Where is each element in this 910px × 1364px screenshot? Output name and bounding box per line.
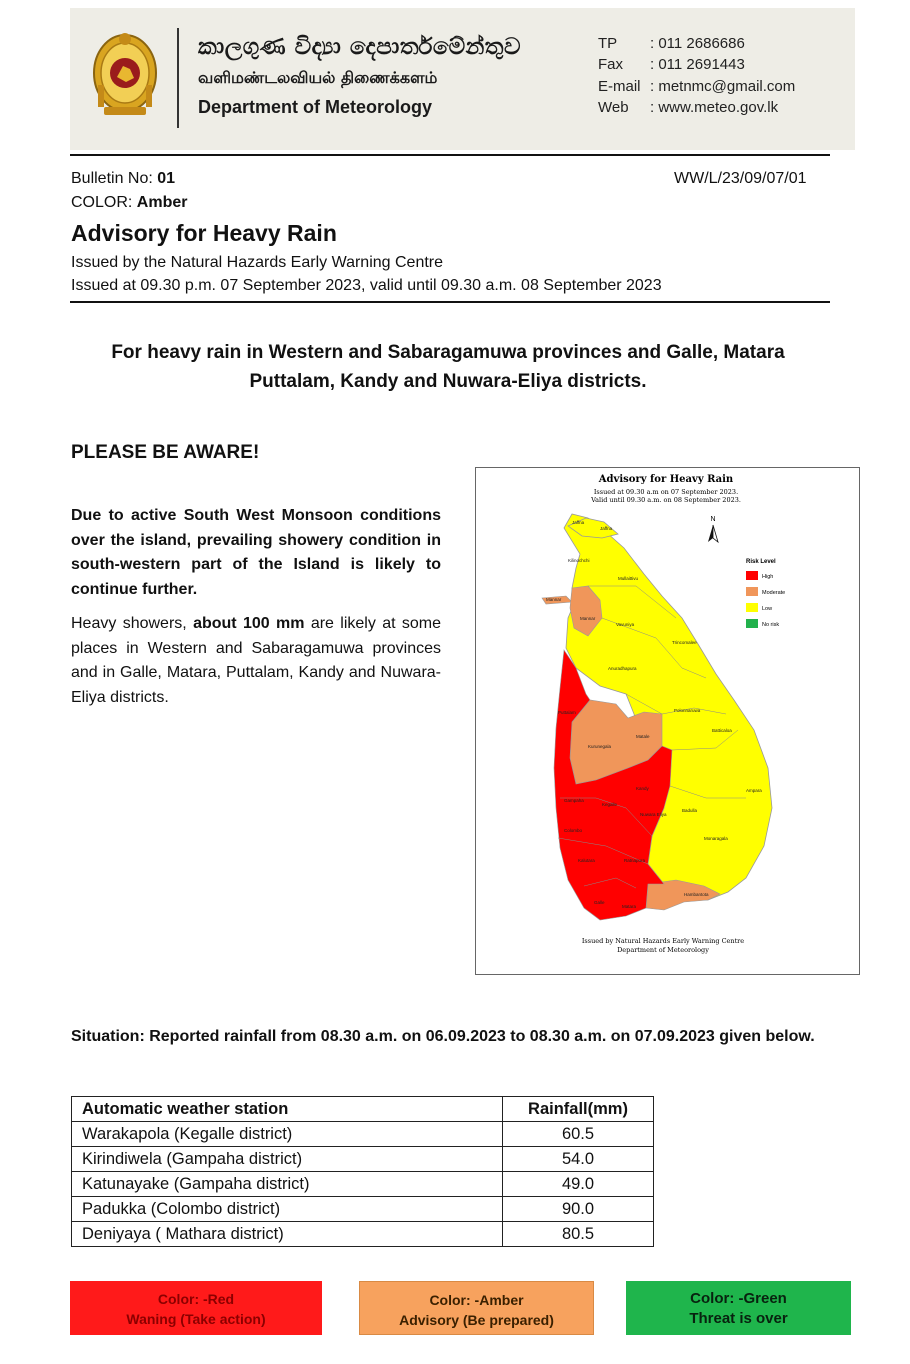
red-color-label: Color: -Red — [157, 1291, 235, 1307]
label-kandy: Kandy — [636, 786, 649, 791]
amber-color-label: Color: -Amber — [429, 1292, 524, 1308]
issued-by: Issued by the Natural Hazards Early Warning Centre — [71, 254, 444, 271]
aware-heading: PLEASE BE AWARE! — [71, 442, 260, 463]
legend-swatch-high — [746, 571, 758, 580]
legend-swatch-no-risk — [746, 619, 758, 628]
color-legend-green — [626, 1281, 851, 1335]
table-row — [72, 1172, 654, 1197]
station-cell: Warakapola (Kegalle district) — [72, 1122, 503, 1147]
contact-web[interactable]: Web : www.meteo.gov.lk — [598, 99, 779, 116]
table-row — [72, 1147, 654, 1172]
label-batticaloa: Batticaloa — [712, 728, 732, 733]
rainfall-cell: 60.5 — [503, 1122, 654, 1147]
label-trincomalee: Trincomalee — [672, 640, 697, 645]
label-nuwara-eliya: Nuwara Eliya — [640, 812, 667, 817]
green-color-label: Color: -Green — [690, 1290, 787, 1307]
green-meaning: Threat is over — [689, 1310, 788, 1327]
legend-high: High — [762, 574, 774, 580]
header-divider — [177, 28, 179, 128]
map-valid: Valid until 09.30 a.m. on 08 September 2023. — [591, 496, 741, 504]
label-galle: Galle — [594, 900, 605, 905]
contact-tp: TP : 011 2686686 — [598, 35, 745, 52]
label-kegalle: Kegalle — [602, 802, 618, 807]
department-name-tamil: வளிமண்டலவியல் திணைக்களம் — [198, 68, 438, 87]
column-header-rainfall: Rainfall(mm) — [503, 1097, 654, 1122]
label-puttalam: Puttalam — [558, 710, 576, 715]
label-badulla: Badulla — [682, 808, 698, 813]
red-meaning: Waning (Take action) — [126, 1311, 266, 1327]
legend-moderate: Moderate — [762, 590, 786, 596]
situation-text: Situation: Reported rainfall from 08.30 a.m. on 06.09.2023 to 08.30 a.m. on 07.09.2023 given below. — [71, 1028, 815, 1045]
map-footer-1: Issued by Natural Hazards Early Warning Centre — [581, 937, 745, 945]
legend-no-risk: No risk — [762, 622, 780, 628]
map-issued: Issued at 09.30 a.m on 07 September 2023. — [593, 488, 739, 496]
label-polonnaruwa: Polonnaruwa — [674, 708, 701, 713]
map-title: Advisory for Heavy Rain — [598, 474, 734, 485]
label-vavuniya: Vavuniya — [616, 622, 635, 627]
north-arrow-icon — [708, 516, 718, 542]
station-cell: Padukka (Colombo district) — [72, 1197, 503, 1222]
issued-at: Issued at 09.30 p.m. 07 September 2023, valid until 09.30 a.m. 08 September 2023 — [71, 277, 662, 294]
station-cell: Kirindiwela (Gampaha district) — [72, 1147, 503, 1172]
legend-swatch-moderate — [746, 587, 758, 596]
label-kilinochchi: Kilinochchi — [568, 558, 590, 563]
label-mannar: Mannar — [580, 616, 596, 621]
legend-swatch-low — [746, 603, 758, 612]
label-colombo: Colombo — [564, 828, 583, 833]
rainfall-cell: 90.0 — [503, 1197, 654, 1222]
label-gampaha: Gampaha — [564, 798, 584, 803]
risk-map-figure — [476, 468, 859, 974]
color-legend-amber — [359, 1281, 594, 1335]
national-emblem-icon — [90, 25, 160, 125]
label-kalutara: Kalutara — [578, 858, 595, 863]
headline — [70, 338, 826, 396]
label-ratnapura: Ratnapura — [624, 858, 646, 863]
header-rule — [70, 154, 830, 156]
table-row — [72, 1222, 654, 1247]
department-name-english: Department of Meteorology — [198, 97, 433, 117]
amber-meaning: Advisory (Be prepared) — [399, 1312, 554, 1328]
label-jaffna: Jaffna — [572, 520, 585, 525]
headline-line-1: For heavy rain in Western and Sabaragamuwa provinces and Galle, Matara — [111, 342, 785, 363]
station-cell: Katunayake (Gampaha district) — [72, 1172, 503, 1197]
column-header-station: Automatic weather station — [72, 1097, 503, 1122]
section-rule — [70, 301, 830, 303]
label-matara: Matara — [622, 904, 637, 909]
legend-low: Low — [762, 606, 773, 612]
label-kurunegala: Kurunegala — [588, 744, 612, 749]
table-row — [72, 1122, 654, 1147]
table-header-row — [72, 1097, 654, 1122]
heavy-showers-paragraph: Heavy showers, about 100 mm are likely at some places in Western and Sabaragamuwa provinces and in Galle, Matara, Puttalam, Kandy and Nuwara-Eliya districts. — [71, 615, 442, 706]
department-name-sinhala: කාලගුණ විද්‍යා දෙපාර්තමේන්තුව — [198, 34, 521, 60]
north-label: N — [710, 516, 716, 523]
label-hambantota: Hambantota — [684, 892, 709, 897]
station-cell: Deniyaya ( Mathara district) — [72, 1222, 503, 1247]
label-matale: Matale — [636, 734, 650, 739]
contact-email[interactable]: E-mail : metnmc@gmail.com — [598, 78, 796, 95]
color-legend-red — [70, 1281, 322, 1335]
rainfall-table — [71, 1096, 654, 1247]
contact-fax: Fax : 011 2691443 — [598, 56, 745, 73]
map-footer-2: Department of Meteorology — [617, 946, 709, 954]
rainfall-cell: 80.5 — [503, 1222, 654, 1247]
bulletin-reference: WW/L/23/09/07/01 — [674, 170, 807, 187]
letterhead — [70, 8, 855, 150]
label-mannar-island: Mannar — [546, 597, 562, 602]
label-anuradhapura: Anuradhapura — [608, 666, 637, 671]
label-jaffna-2: Jaffna — [600, 526, 613, 531]
table-row — [72, 1197, 654, 1222]
rainfall-cell: 54.0 — [503, 1147, 654, 1172]
label-ampara: Ampara — [746, 788, 762, 793]
legend-title: Risk Level — [746, 559, 776, 565]
risk-legend — [746, 559, 785, 628]
rainfall-cell: 49.0 — [503, 1172, 654, 1197]
label-monaragala: Monaragala — [704, 836, 728, 841]
bulletin-color: COLOR: Amber — [71, 194, 188, 211]
headline-line-2: Puttalam, Kandy and Nuwara-Eliya districts. — [249, 371, 647, 392]
label-mullaittivu: Mullaittivu — [618, 576, 639, 581]
risk-map — [475, 467, 860, 975]
bulletin-number: Bulletin No: 01 — [71, 170, 176, 187]
bulletin-title: Advisory for Heavy Rain — [71, 220, 337, 246]
monsoon-paragraph: Due to active South West Monsoon conditions over the island, prevailing showery condition in south-western part of the Island is likely to continue further. — [71, 507, 441, 598]
